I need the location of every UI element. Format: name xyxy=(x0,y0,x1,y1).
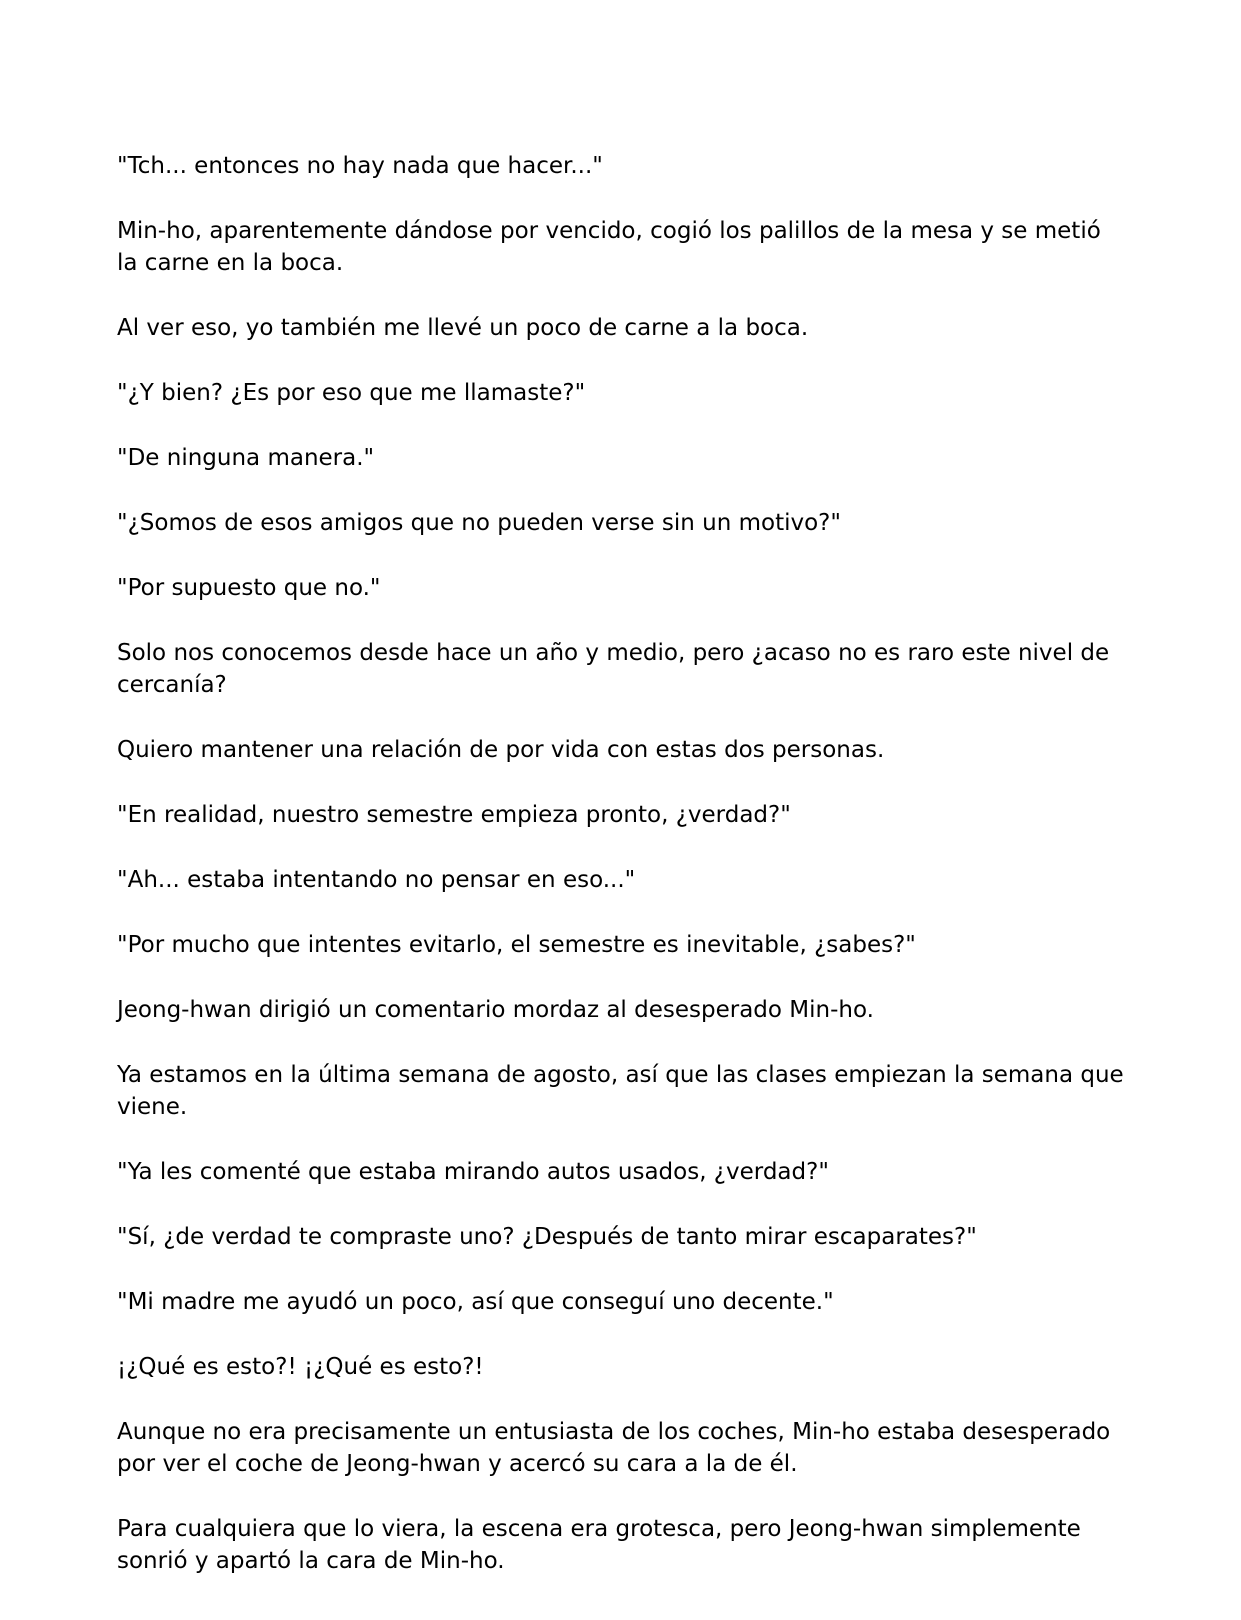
paragraph: "Mi madre me ayudó un poco, así que conseguí uno decente." xyxy=(117,1289,834,1315)
paragraph: Min-ho, aparentemente dándose por vencido, cogió los palillos de la mesa y se metió la carne en la boca. xyxy=(117,218,1101,276)
paragraph: Al ver eso, yo también me llevé un poco de carne a la boca. xyxy=(117,315,809,341)
paragraph: "Por mucho que intentes evitarlo, el semestre es inevitable, ¿sabes?" xyxy=(117,932,916,958)
paragraph: Aunque no era precisamente un entusiasta de los coches, Min-ho estaba desesperado por ver el coche de Jeong-hwan y acercó su cara a la de él. xyxy=(117,1419,1111,1477)
paragraph: "¿Y bien? ¿Es por eso que me llamaste?" xyxy=(117,380,586,406)
paragraph: Solo nos conocemos desde hace un año y medio, pero ¿acaso no es raro este nivel de cercanía? xyxy=(117,640,1110,698)
paragraph: "Por supuesto que no." xyxy=(117,575,381,601)
paragraph: "Ah... estaba intentando no pensar en eso..." xyxy=(117,867,636,893)
paragraph: Jeong-hwan dirigió un comentario mordaz al desesperado Min-ho. xyxy=(117,997,874,1023)
paragraph: Ya estamos en la última semana de agosto, así que las clases empiezan la semana que viene. xyxy=(117,1062,1124,1120)
paragraph: "En realidad, nuestro semestre empieza pronto, ¿verdad?" xyxy=(117,802,791,828)
paragraph: "¿Somos de esos amigos que no pueden verse sin un motivo?" xyxy=(117,510,841,536)
paragraph: Para cualquiera que lo viera, la escena era grotesca, pero Jeong-hwan simplemente sonrió y apartó la cara de Min-ho. xyxy=(117,1516,1081,1574)
paragraph: "De ninguna manera." xyxy=(117,445,375,471)
paragraph: "Ya les comenté que estaba mirando autos usados, ¿verdad?" xyxy=(117,1159,829,1185)
paragraph: "Sí, ¿de verdad te compraste uno? ¿Después de tanto mirar escaparates?" xyxy=(117,1224,977,1250)
document-body xyxy=(117,150,1127,1610)
paragraph: ¡¿Qué es esto?! ¡¿Qué es esto?! xyxy=(117,1354,484,1380)
paragraph: Quiero mantener una relación de por vida con estas dos personas. xyxy=(117,737,885,763)
paragraph: "Tch... entonces no hay nada que hacer..." xyxy=(117,153,603,179)
